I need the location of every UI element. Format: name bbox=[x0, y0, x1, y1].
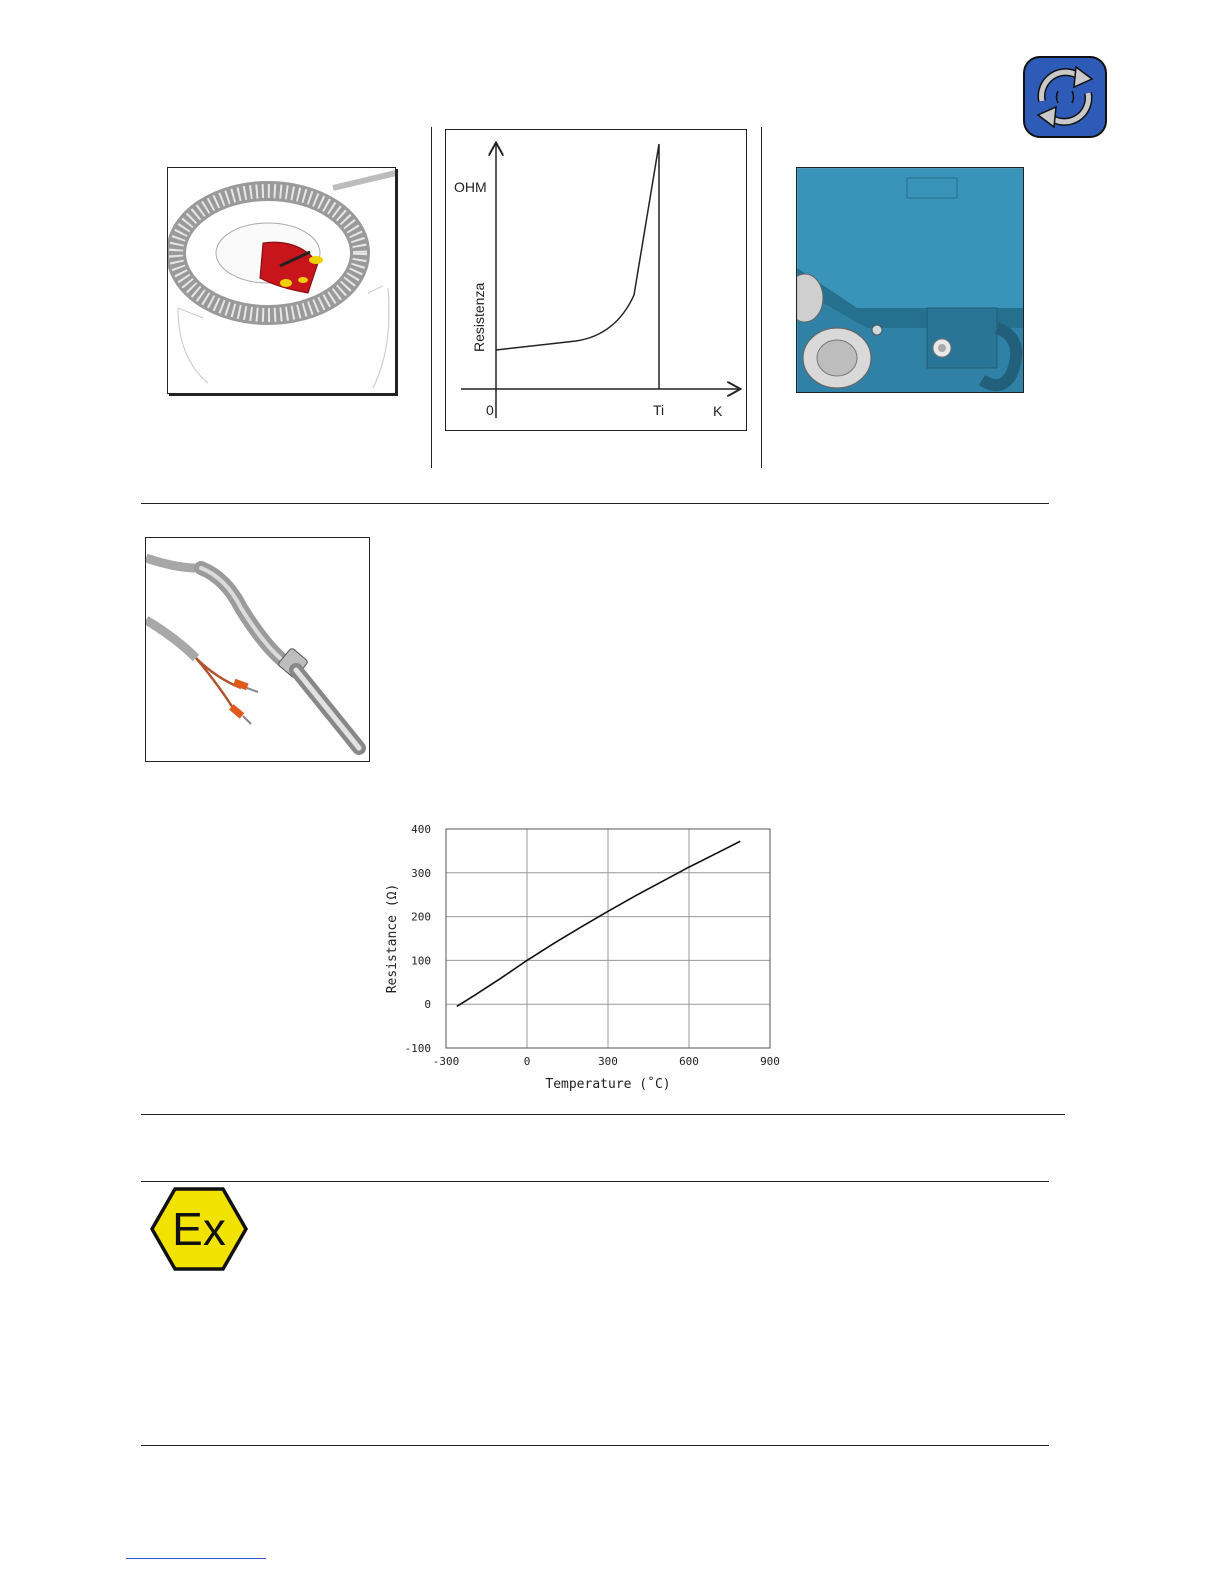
section-separator-4 bbox=[141, 1445, 1049, 1446]
ptc-x-unit: K bbox=[713, 403, 723, 419]
ex-symbol-text: Ex bbox=[172, 1203, 226, 1255]
series-line bbox=[457, 841, 741, 1006]
y-tick-label: 0 bbox=[424, 998, 431, 1012]
atex-ex-icon bbox=[150, 1187, 248, 1271]
y-tick-label: 300 bbox=[411, 866, 431, 880]
x-tick-label: 0 bbox=[523, 1055, 531, 1068]
x-axis-label: Temperature (˚C) bbox=[545, 1077, 671, 1092]
footer-link-underline bbox=[126, 1558, 266, 1559]
y-axis-label: Resistance (Ω) bbox=[385, 883, 400, 994]
section-separator-2 bbox=[141, 1114, 1065, 1115]
y-tick-label: -100 bbox=[404, 1042, 431, 1055]
y-tick-label: 200 bbox=[411, 910, 431, 924]
atex-ex-symbol bbox=[150, 1187, 248, 1271]
motor-terminal-box-image bbox=[796, 167, 1024, 393]
x-tick-label: 600 bbox=[679, 1055, 699, 1068]
x-tick-label: 300 bbox=[598, 1055, 618, 1068]
x-tick-label: -300 bbox=[432, 1055, 460, 1068]
y-tick-label: 100 bbox=[411, 954, 431, 968]
ptc-y-label: OHM bbox=[454, 179, 487, 195]
rotation-arrows-logo-icon bbox=[1022, 55, 1108, 139]
ptc-x-origin: 0 bbox=[486, 402, 494, 418]
ptc-y-axis-title: Resistenza bbox=[471, 282, 487, 352]
pt100-probe-image bbox=[145, 537, 370, 762]
pt100-resistance-chart bbox=[380, 818, 790, 1103]
section-separator-3 bbox=[141, 1181, 1049, 1182]
brand-logo bbox=[1022, 55, 1108, 139]
ptc-curve bbox=[496, 144, 659, 389]
divider-left bbox=[431, 127, 432, 468]
section-separator bbox=[141, 503, 1049, 504]
ptc-x-marker: Ti bbox=[653, 402, 665, 418]
ptc-resistance-graph bbox=[445, 129, 747, 431]
y-tick-label: 400 bbox=[411, 823, 431, 836]
motor-coil-thermistor-image bbox=[167, 167, 396, 394]
x-tick-label: 900 bbox=[760, 1055, 780, 1068]
divider-right bbox=[761, 127, 762, 468]
